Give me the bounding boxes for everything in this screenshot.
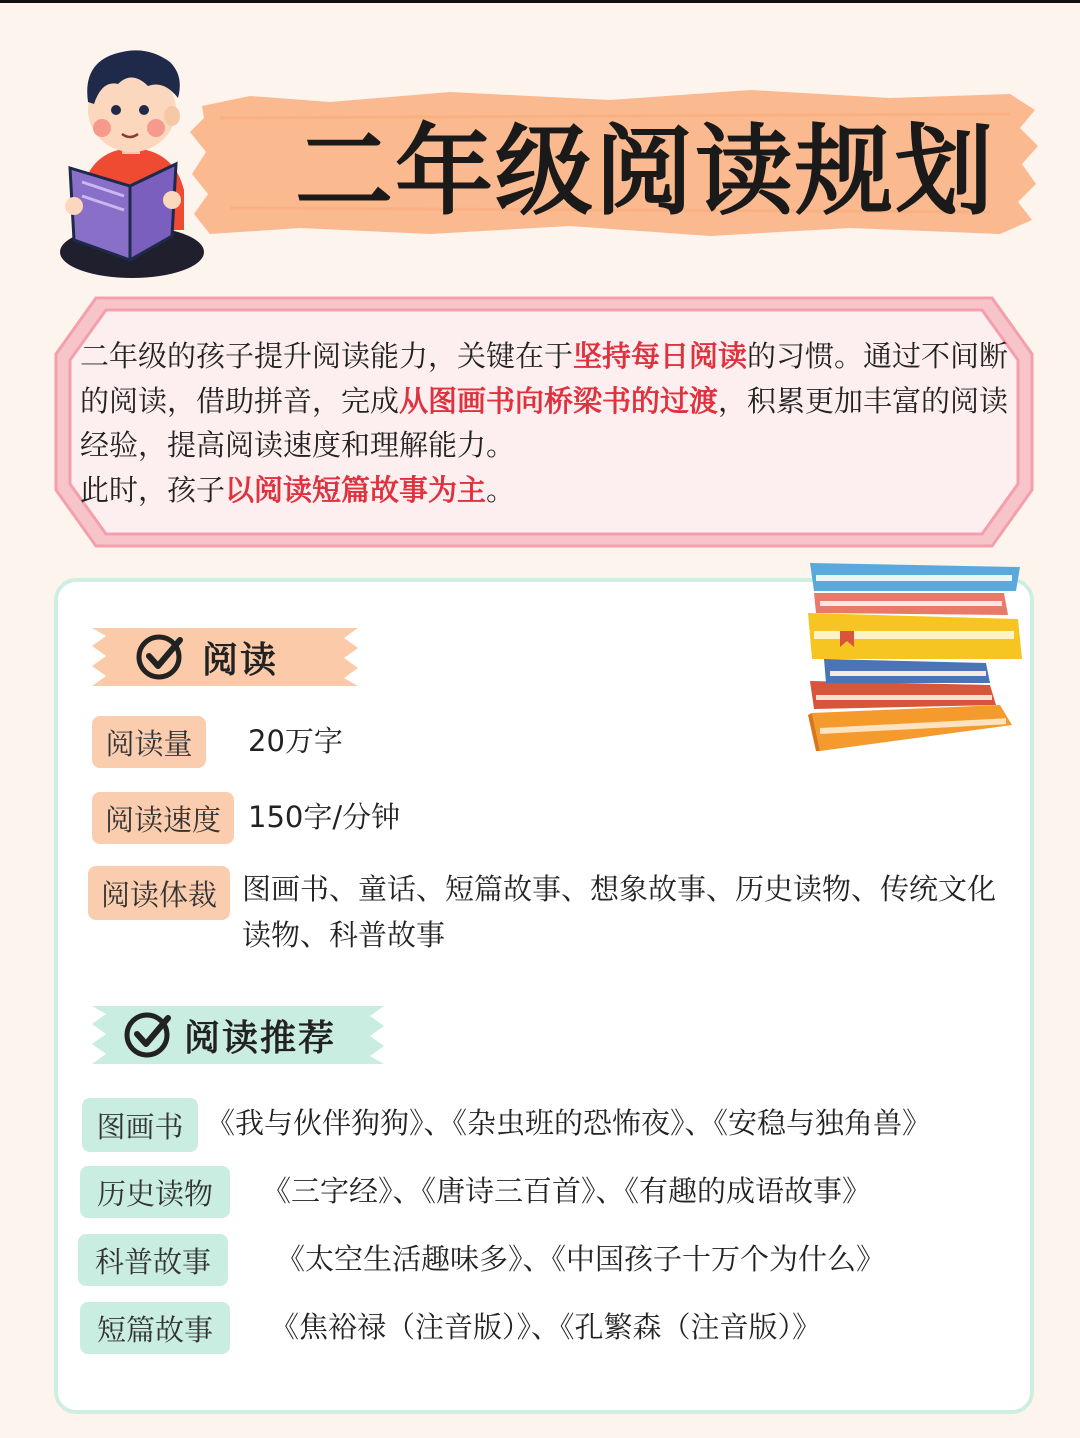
reading-speed-value: 150字/分钟 [248, 800, 401, 834]
reading-boy-icon [52, 40, 212, 280]
intro-text-2: 的习惯。通过不间断的阅读，借助拼音，完成 [80, 339, 1009, 418]
check-circle-icon [122, 1010, 172, 1060]
recommend-short-story-value: 《焦裕禄（注音版）》、《孔繁森（注音版）》 [270, 1310, 822, 1344]
recommend-science-label: 科普故事 [78, 1234, 228, 1286]
recommend-picture-book-value: 《我与伙伴狗狗》、《杂虫班的恐怖夜》、《安稳与独角兽》 [206, 1106, 932, 1140]
reading-genre-label: 阅读体裁 [88, 866, 230, 920]
reading-amount-value: 20万字 [248, 724, 343, 758]
title-banner [190, 88, 1040, 238]
top-border [0, 0, 1080, 3]
section-recommend-title: 阅读推荐 [184, 1017, 337, 1059]
intro-text-5: 。 [486, 472, 516, 507]
intro-text-4: 此时，孩子 [80, 472, 226, 507]
page-title: 二年级阅读规划 [294, 114, 995, 229]
section-recommend-header [92, 1006, 384, 1064]
recommend-history-value: 《三字经》、《唐诗三百首》、《有趣的成语故事》 [262, 1174, 872, 1208]
recommend-science-value: 《太空生活趣味多》、《中国孩子十万个为什么》 [276, 1242, 886, 1276]
recommend-short-story-label: 短篇故事 [80, 1302, 230, 1354]
intro-highlight-daily-reading: 坚持每日阅读 [573, 339, 748, 373]
recommend-picture-book-label: 图画书 [82, 1098, 198, 1152]
intro-text-3: ，积累更加丰富的阅读经验，提高阅读速度和理解能力。 [80, 383, 1009, 462]
reading-amount-label: 阅读量 [92, 716, 206, 768]
recommend-history-label: 历史读物 [80, 1166, 230, 1218]
intro-highlight-short-stories: 以阅读短篇故事为主 [225, 472, 487, 507]
section-reading-title: 阅读 [202, 639, 279, 681]
section-reading-header [92, 628, 358, 686]
intro-highlight-transition: 从图画书向桥梁书的过渡 [399, 383, 719, 418]
intro-text-1: 二年级的孩子提升阅读能力，关键在于 [80, 339, 574, 373]
reading-speed-label: 阅读速度 [92, 792, 234, 844]
intro-paragraph [80, 334, 1020, 512]
check-circle-icon [134, 632, 184, 682]
book-stack-icon [800, 555, 1030, 755]
reading-genre-value: 图画书、童话、短篇故事、想象故事、历史读物、传统文化读物、科普故事 [242, 872, 997, 952]
